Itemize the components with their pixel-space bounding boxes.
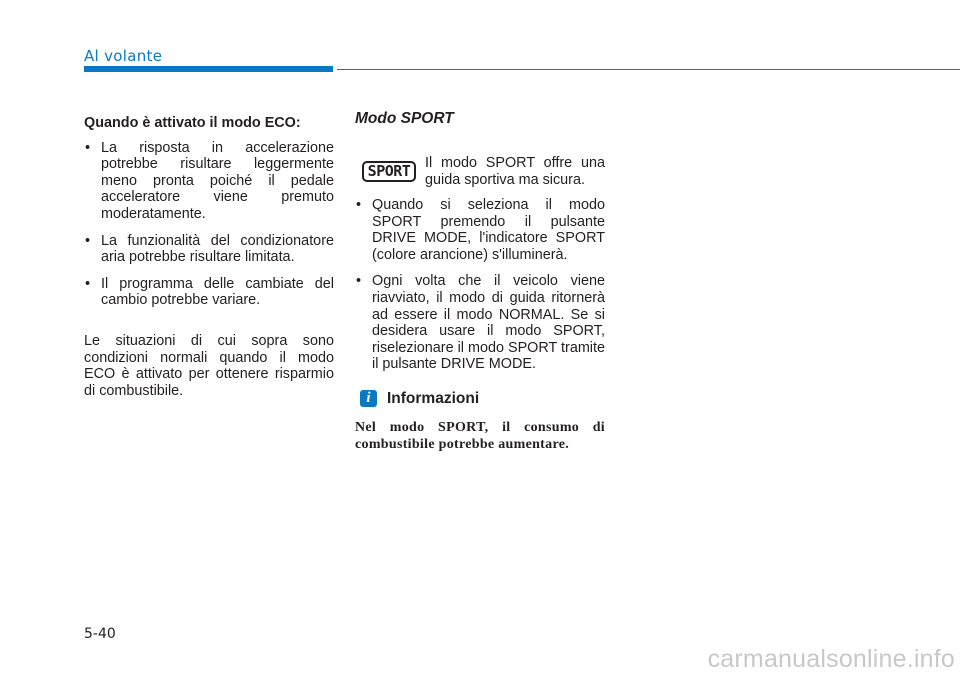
sport-badge-label: SPORT <box>362 161 416 182</box>
list-item: • La funzionalità del condizionatore aria potrebbe risultare limitata. <box>84 233 334 266</box>
list-item: • La risposta in accelerazione potrebbe risultare leggermente meno pronta poiché il pedale acceleratore viene premuto moderatamente. <box>84 140 334 223</box>
section-header-title: Al volante <box>84 47 163 65</box>
info-title: Informazioni <box>387 389 480 407</box>
eco-paragraph: Le situazioni di cui sopra sono condizioni normali quando il modo ECO è attivato per ottenere risparmio di combustibile. <box>84 332 334 399</box>
sport-intro-row <box>355 133 605 195</box>
eco-bullet-list <box>84 140 334 309</box>
info-header <box>355 389 605 409</box>
left-column <box>84 115 334 399</box>
list-item: • Il programma delle cambiate del cambio potrebbe variare. <box>84 276 334 309</box>
list-item: • Ogni volta che il veicolo viene riavviato, il modo di guida ritornerà ad essere il modo NORMAL. Se si desidera usare il modo SPORT, riselezionare il modo SPORT tramite il pulsante DRIVE MODE. <box>355 273 605 373</box>
list-item: • Quando si seleziona il modo SPORT premendo il pulsante DRIVE MODE, l'indicatore SPORT (colore arancione) s'illuminerà. <box>355 197 605 263</box>
page-number: 5-40 <box>84 626 116 642</box>
info-icon: i <box>360 390 377 407</box>
sport-section-title: Modo SPORT <box>355 110 454 127</box>
info-text: Nel modo SPORT, il consumo di combustibile potrebbe aumentare. <box>355 419 605 452</box>
header-rule-thick <box>84 66 333 72</box>
right-column <box>355 110 605 453</box>
eco-lead: Quando è attivato il modo ECO: <box>84 115 301 131</box>
sport-bullet-list <box>355 197 605 373</box>
header-rule-thin <box>337 69 960 70</box>
watermark: carmanualsonline.info <box>707 645 955 673</box>
sport-intro-text: Il modo SPORT offre una guida sportiva ma sicura. <box>425 155 605 188</box>
sport-indicator-icon <box>357 157 421 189</box>
